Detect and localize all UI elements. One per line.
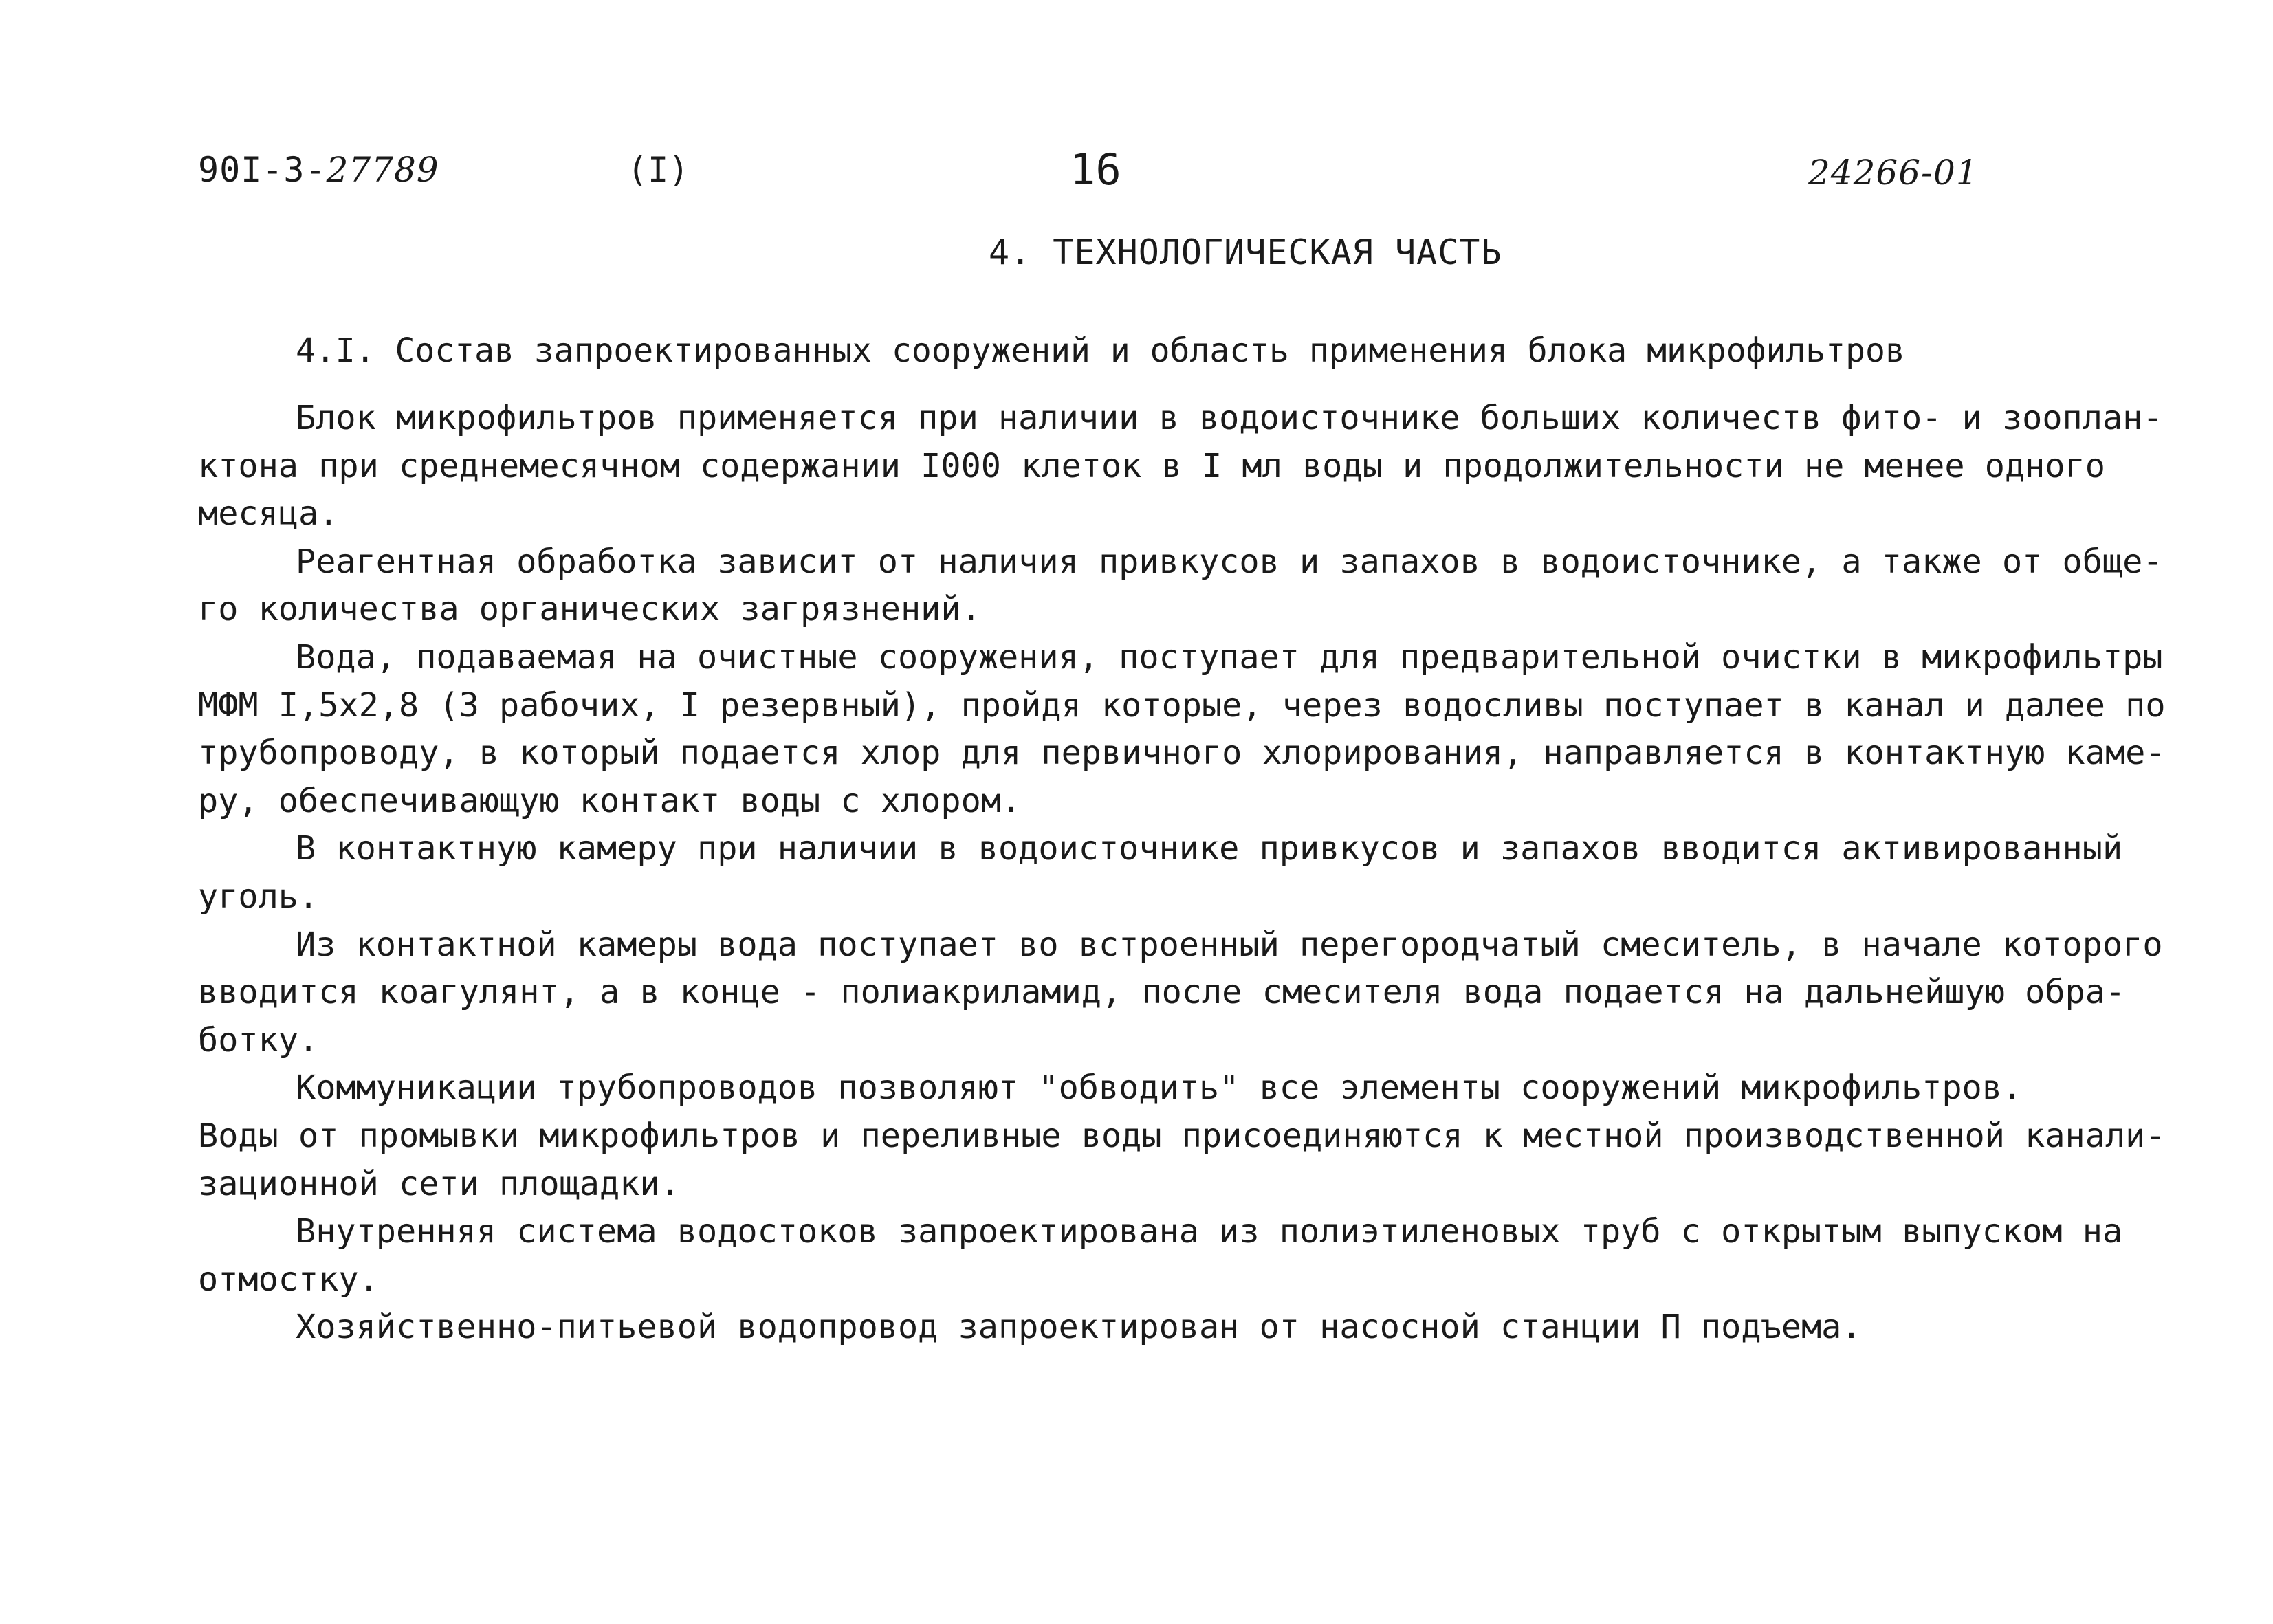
section-title: 4. ТЕХНОЛОГИЧЕСКАЯ ЧАСТЬ (989, 232, 1502, 272)
text-line: трубопроводу, в который подается хлор для первичного хлорирования, направляется в контактную каме- (198, 734, 2166, 773)
text-line: го количества органических загрязнений. (198, 590, 981, 629)
text-line: Блок микрофильтров применяется при наличии в водоисточнике больших количеств фито- и зоoплан- (296, 399, 2163, 437)
text-line: Коммуникации трубопроводов позволяют "обводить" все элементы сооружений микрофильтров. (296, 1068, 2023, 1108)
text-line: отмостку. (198, 1260, 379, 1299)
text-line: Вода, подаваемая на очистные сооружения, поступает для предварительной очистки в микрофильтры (296, 637, 2163, 677)
document-code-prefix: 90I-3- (198, 150, 327, 190)
text-line: ботку. (198, 1020, 319, 1060)
text-line: В контактную камеру при наличии в водоисточнике привкусов и запахов вводится активированный (296, 829, 2123, 868)
text-line: месяца. (198, 494, 339, 534)
body-text (198, 395, 2166, 1352)
text-line: Воды от промывки микрофильтров и переливные воды присоединяются к местной производственной канали- (198, 1116, 2166, 1155)
text-line: зационной сети площадки. (198, 1164, 680, 1203)
text-line: Из контактной камеры вода поступает во встроенный перегородчатый смеситель, в начале которого (296, 925, 2163, 964)
text-line: ктона при среднемесячном содержании I000 клеток в I мл воды и продолжительности не менее одного (198, 446, 2105, 485)
document-code-handwritten: 27789 (326, 150, 439, 190)
text-line: МФМ I,5х2,8 (3 рабочих, I резервный), пройдя которые, через водосливы поступает в канал и далее по (198, 685, 2166, 725)
text-line: уголь. (198, 877, 319, 916)
page-number: 16 (1070, 144, 1121, 195)
text-line: Реагентная обработка зависит от наличия привкусов и запахов в водоисточнике, а также от обще- (296, 542, 2163, 581)
document-code (198, 150, 439, 190)
text-line: Внутренняя система водостоков запроектирована из полиэтиленовых труб с открытым выпуском на (296, 1212, 2123, 1251)
handwritten-archive-code: 24266-01 (1808, 153, 1979, 193)
subsection-title: 4.I. Состав запроектированных сооружений и область применения блока микрофильтров (296, 331, 1905, 370)
text-line: вводится коагулянт, а в конце - полиакриламид, после смесителя вода подается на дальнейшую обра- (198, 973, 2126, 1012)
sheet-part-number: (I) (627, 150, 690, 190)
text-line: Хозяйственно-питьевой водопровод запроектирован от насосной станции П подъема. (296, 1308, 1862, 1347)
text-line: ру, обеспечивающую контакт воды с хлором. (198, 781, 1022, 820)
